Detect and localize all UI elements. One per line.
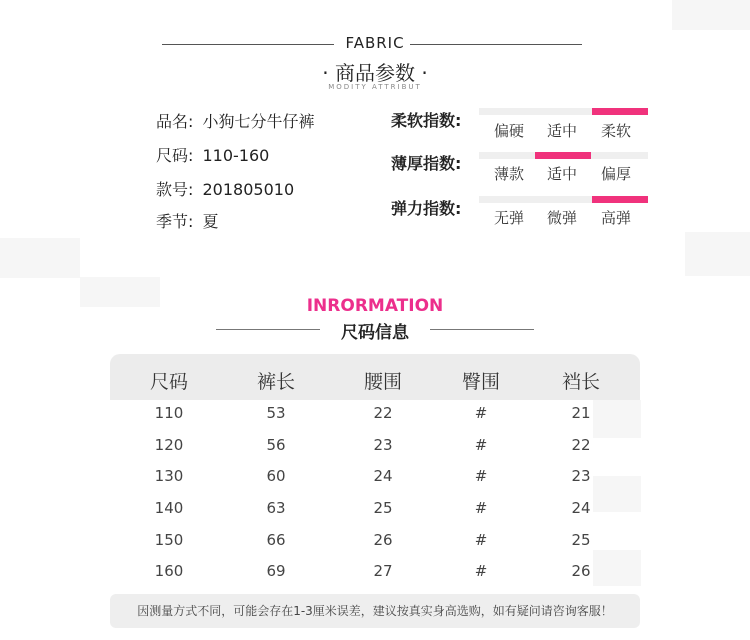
table-cell: 22: [571, 436, 591, 454]
params-subtitle: MODITY ATTRIBUT: [328, 83, 422, 91]
table-cell: 26: [373, 531, 393, 549]
table-row: [110, 493, 640, 525]
index-option: 微弹: [546, 209, 577, 227]
column-header-crotch: 裆长: [561, 371, 600, 393]
index-segment: [479, 108, 535, 115]
table-cell: 66: [266, 531, 286, 549]
param-label: 款号:: [156, 180, 194, 199]
table-row: [110, 461, 640, 493]
index-segment: [535, 108, 591, 115]
param-label: 品名:: [156, 112, 194, 131]
param-value: 201805010: [202, 180, 295, 199]
index-option: 无弹: [493, 209, 524, 227]
index-segment-selected: [535, 152, 591, 159]
table-cell: 27: [373, 562, 393, 580]
param-season-row: [156, 209, 219, 232]
column-header-waist: 腰围: [363, 371, 402, 393]
table-cell: #: [474, 436, 488, 454]
column-header-size: 尺码: [149, 371, 188, 393]
thickness-index-label: 薄厚指数:: [391, 154, 462, 173]
thickness-index-bar: [479, 152, 648, 159]
elasticity-index-label: 弹力指数:: [391, 199, 462, 218]
params-title: · 商品参数 ·: [322, 61, 428, 85]
index-option-selected: 适中: [546, 165, 577, 183]
index-option: 偏厚: [600, 165, 631, 183]
param-value: 110-160: [202, 146, 270, 165]
table-cell: 24: [373, 467, 393, 485]
size-table-header: [110, 354, 640, 400]
table-cell: 130: [154, 467, 184, 485]
table-cell: 25: [373, 499, 393, 517]
table-cell: #: [474, 467, 488, 485]
index-segment: [479, 196, 535, 203]
table-cell: 23: [571, 467, 591, 485]
information-title: INRORMATION: [306, 296, 444, 316]
background-block: [0, 238, 80, 278]
table-cell: 63: [266, 499, 286, 517]
table-cell: 60: [266, 467, 286, 485]
table-cell: 150: [154, 531, 184, 549]
table-cell: #: [474, 499, 488, 517]
table-row: [110, 398, 640, 430]
param-size-row: [156, 143, 269, 166]
table-cell: 25: [571, 531, 591, 549]
table-cell: 24: [571, 499, 591, 517]
table-cell: 69: [266, 562, 286, 580]
index-segment: [592, 152, 648, 159]
table-cell: 110: [154, 404, 184, 422]
index-option-selected: 高弹: [600, 209, 631, 227]
index-segment-selected: [592, 196, 648, 203]
param-value: 夏: [202, 212, 219, 231]
column-header-hip: 臀围: [461, 371, 500, 393]
column-header-pants-length: 裤长: [256, 371, 295, 393]
fabric-title: FABRIC: [345, 34, 405, 52]
table-cell: #: [474, 562, 488, 580]
param-value: 小狗七分牛仔裤: [202, 112, 315, 131]
param-label: 季节:: [156, 212, 194, 231]
param-label: 尺码:: [156, 146, 194, 165]
index-segment-selected: [592, 108, 648, 115]
param-name-row: [156, 109, 315, 132]
table-row: [110, 430, 640, 462]
table-cell: 23: [373, 436, 393, 454]
table-cell: 21: [571, 404, 591, 422]
divider-line: [162, 44, 334, 45]
softness-index-bar: [479, 108, 648, 115]
divider-line: [410, 44, 582, 45]
table-cell: 160: [154, 562, 184, 580]
table-cell: 56: [266, 436, 286, 454]
table-row: [110, 525, 640, 557]
background-block: [80, 277, 160, 307]
table-cell: 26: [571, 562, 591, 580]
background-block: [685, 232, 750, 276]
table-row: [110, 556, 640, 588]
table-cell: 22: [373, 404, 393, 422]
index-segment: [479, 152, 535, 159]
index-segment: [535, 196, 591, 203]
softness-index-label: 柔软指数:: [391, 111, 462, 130]
measurement-note: 因测量方式不同，可能会存在1-3厘米误差，建议按真实身高选购，如有疑问请咨询客服！: [110, 594, 640, 628]
elasticity-index-bar: [479, 196, 648, 203]
table-cell: 120: [154, 436, 184, 454]
index-option: 薄款: [493, 165, 524, 183]
table-cell: 53: [266, 404, 286, 422]
background-block: [672, 0, 750, 30]
index-option-selected: 柔软: [600, 122, 631, 140]
table-cell: #: [474, 531, 488, 549]
table-cell: 140: [154, 499, 184, 517]
index-option: 偏硬: [493, 122, 524, 140]
table-cell: #: [474, 404, 488, 422]
param-style-no-row: [156, 177, 294, 200]
index-option: 适中: [546, 122, 577, 140]
size-info-title: 尺码信息: [341, 323, 409, 343]
